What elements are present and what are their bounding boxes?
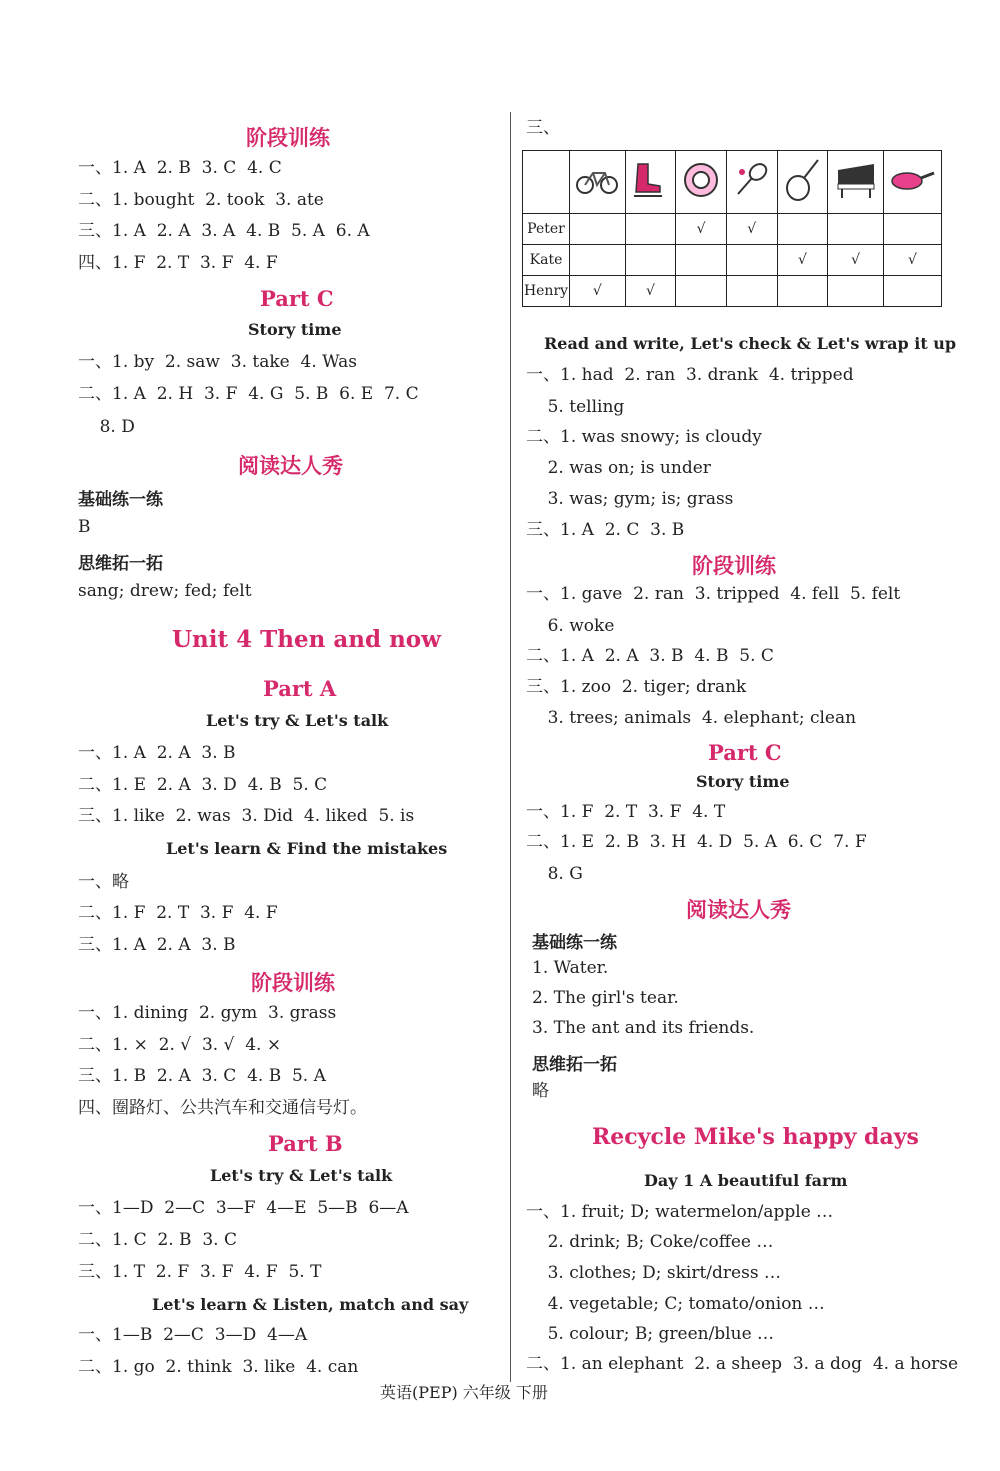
table-header-cell <box>777 151 828 214</box>
answer-line: 四、圈路灯、公共汽车和交通信号灯。 <box>78 1098 367 1118</box>
answer-line: 一、1. by 2. saw 3. take 4. Was <box>78 352 357 372</box>
table-cell: √ <box>883 245 941 276</box>
section-title: 阶段训练 <box>692 553 776 578</box>
row-name: Kate <box>523 245 570 276</box>
label: 思维拓一拓 <box>532 1055 617 1075</box>
answer-line: 三、1. like 2. was 3. Did 4. liked 5. is <box>78 806 415 826</box>
answer-line: 8. D <box>78 417 135 437</box>
answer-line: 2. drink; B; Coke/coffee … <box>526 1232 774 1252</box>
table-row <box>523 214 942 245</box>
table-header-cell <box>676 151 727 214</box>
table-cell <box>777 276 828 307</box>
answer-line: 二、1. was snowy; is cloudy <box>526 427 762 447</box>
answer-line: 二、1. E 2. A 3. D 4. B 5. C <box>78 775 328 795</box>
answer-line: 一、略 <box>78 872 129 892</box>
answer-line: 3. The ant and its friends. <box>532 1018 755 1038</box>
unit-title: Unit 4 Then and now <box>172 626 441 653</box>
subsection-title: Story time <box>696 772 790 791</box>
table-cell <box>726 245 777 276</box>
table-cell <box>777 214 828 245</box>
page-footer: 英语(PEP) 六年级 下册 <box>380 1383 548 1402</box>
answer-line: 4. vegetable; C; tomato/onion … <box>526 1294 825 1314</box>
answer-line: 二、1. bought 2. took 3. ate <box>78 190 324 210</box>
answer-line: 8. G <box>526 864 583 884</box>
table-cell: √ <box>777 245 828 276</box>
answer-line: 三、1. T 2. F 3. F 4. F 5. T <box>78 1262 322 1282</box>
label: 基础练一练 <box>78 490 163 510</box>
table-row <box>523 276 942 307</box>
answer-line: 二、1. A 2. A 3. B 4. B 5. C <box>526 646 774 666</box>
section-title: Part B <box>268 1131 343 1156</box>
subsection-title: Let's try & Let's talk <box>210 1166 393 1185</box>
section-title: 阅读达人秀 <box>686 897 791 922</box>
answer-line: 1. Water. <box>532 958 609 978</box>
table-cell <box>883 214 941 245</box>
table-cell <box>726 276 777 307</box>
piano-icon <box>834 160 878 200</box>
answer-line: sang; drew; fed; felt <box>78 581 252 601</box>
row-name: Peter <box>523 214 570 245</box>
table-cell <box>676 245 727 276</box>
table-cell: √ <box>676 214 727 245</box>
answer-line: 3. trees; animals 4. elephant; clean <box>526 708 857 728</box>
table-cell <box>625 214 676 245</box>
badminton-icon <box>732 160 772 200</box>
frying-pan-icon <box>889 165 935 195</box>
column-divider <box>510 112 511 1382</box>
label: 思维拓一拓 <box>78 554 163 574</box>
swim-ring-icon <box>681 160 721 200</box>
section-title: 阶段训练 <box>251 970 335 995</box>
answer-line: 2. The girl's tear. <box>532 988 679 1008</box>
answer-line: 二、1. F 2. T 3. F 4. F <box>78 903 278 923</box>
table-cell: √ <box>726 214 777 245</box>
answer-line: 5. colour; B; green/blue … <box>526 1324 775 1344</box>
answer-line: 一、1—D 2—C 3—F 4—E 5—B 6—A <box>78 1198 409 1218</box>
table-row <box>523 245 942 276</box>
table-cell <box>570 214 626 245</box>
subsection-title: Story time <box>248 320 342 339</box>
answer-line: 三、1. A 2. A 3. A 4. B 5. A 6. A <box>78 221 370 241</box>
answer-line: 一、1. dining 2. gym 3. grass <box>78 1003 337 1023</box>
section-label: 三、 <box>526 118 560 138</box>
table-cell <box>676 276 727 307</box>
answer-line: 一、1. F 2. T 3. F 4. T <box>526 802 726 822</box>
answer-line: 三、1. B 2. A 3. C 4. B 5. A <box>78 1066 326 1086</box>
row-name: Henry <box>523 276 570 307</box>
answer-line: 三、1. A 2. A 3. B <box>78 935 236 955</box>
answer-line: 3. was; gym; is; grass <box>526 489 734 509</box>
answer-line: 三、1. A 2. C 3. B <box>526 520 685 540</box>
answer-line: 二、1. A 2. H 3. F 4. G 5. B 6. E 7. C <box>78 384 419 404</box>
answer-line: 三、1. zoo 2. tiger; drank <box>526 677 747 697</box>
recycle-title: Recycle Mike's happy days <box>592 1124 919 1150</box>
section-title: Part C <box>260 286 334 311</box>
table-cell <box>625 245 676 276</box>
table-cell: √ <box>625 276 676 307</box>
answer-line: 3. clothes; D; skirt/dress … <box>526 1263 781 1283</box>
answer-line: 一、1—B 2—C 3—D 4—A <box>78 1325 308 1345</box>
answer-line: 二、1. × 2. √ 3. √ 4. × <box>78 1035 282 1055</box>
answer-line: 四、1. F 2. T 3. F 4. F <box>78 253 278 273</box>
table-corner <box>523 151 570 214</box>
table-header-cell <box>883 151 941 214</box>
table-header-cell <box>625 151 676 214</box>
bike-icon <box>575 165 619 195</box>
subsection-title: Let's learn & Listen, match and say <box>152 1295 469 1314</box>
answer-line: 2. was on; is under <box>526 458 711 478</box>
answer-line: 二、1. C 2. B 3. C <box>78 1230 237 1250</box>
table-cell <box>883 276 941 307</box>
table-header-cell <box>828 151 884 214</box>
subsection-title: Let's learn & Find the mistakes <box>166 839 448 858</box>
section-title: 阅读达人秀 <box>238 453 343 478</box>
activity-table <box>522 150 942 307</box>
answer-line: 一、1. A 2. B 3. C 4. C <box>78 158 282 178</box>
subsection-title: Let's try & Let's talk <box>206 711 389 730</box>
subsection-title: Day 1 A beautiful farm <box>644 1171 848 1190</box>
table-cell: √ <box>570 276 626 307</box>
table-cell <box>828 214 884 245</box>
answer-line: 一、1. fruit; D; watermelon/apple … <box>526 1202 834 1222</box>
ice-skates-icon <box>630 160 670 200</box>
answer-line: 一、1. A 2. A 3. B <box>78 743 236 763</box>
section-title: Part C <box>708 740 782 765</box>
answer-line: 5. telling <box>526 397 625 417</box>
answer-line: 6. woke <box>526 616 615 636</box>
answer-line: 二、1. go 2. think 3. like 4. can <box>78 1357 359 1377</box>
table-cell <box>828 276 884 307</box>
subsection-title: Read and write, Let's check & Let's wrap it up <box>544 334 957 353</box>
table-header-row <box>523 151 942 214</box>
answer-line: B <box>78 517 91 537</box>
section-title: 阶段训练 <box>246 125 330 150</box>
section-title: Part A <box>263 676 337 701</box>
table-cell <box>570 245 626 276</box>
pipa-icon <box>782 158 822 202</box>
answer-line: 一、1. gave 2. ran 3. tripped 4. fell 5. felt <box>526 584 901 604</box>
answer-line: 略 <box>532 1081 549 1101</box>
answer-line: 一、1. had 2. ran 3. drank 4. tripped <box>526 365 854 385</box>
table-header-cell <box>570 151 626 214</box>
label: 基础练一练 <box>532 933 617 953</box>
table-cell: √ <box>828 245 884 276</box>
answer-line: 二、1. an elephant 2. a sheep 3. a dog 4. a horse <box>526 1354 959 1374</box>
table-header-cell <box>726 151 777 214</box>
answer-line: 二、1. E 2. B 3. H 4. D 5. A 6. C 7. F <box>526 832 867 852</box>
